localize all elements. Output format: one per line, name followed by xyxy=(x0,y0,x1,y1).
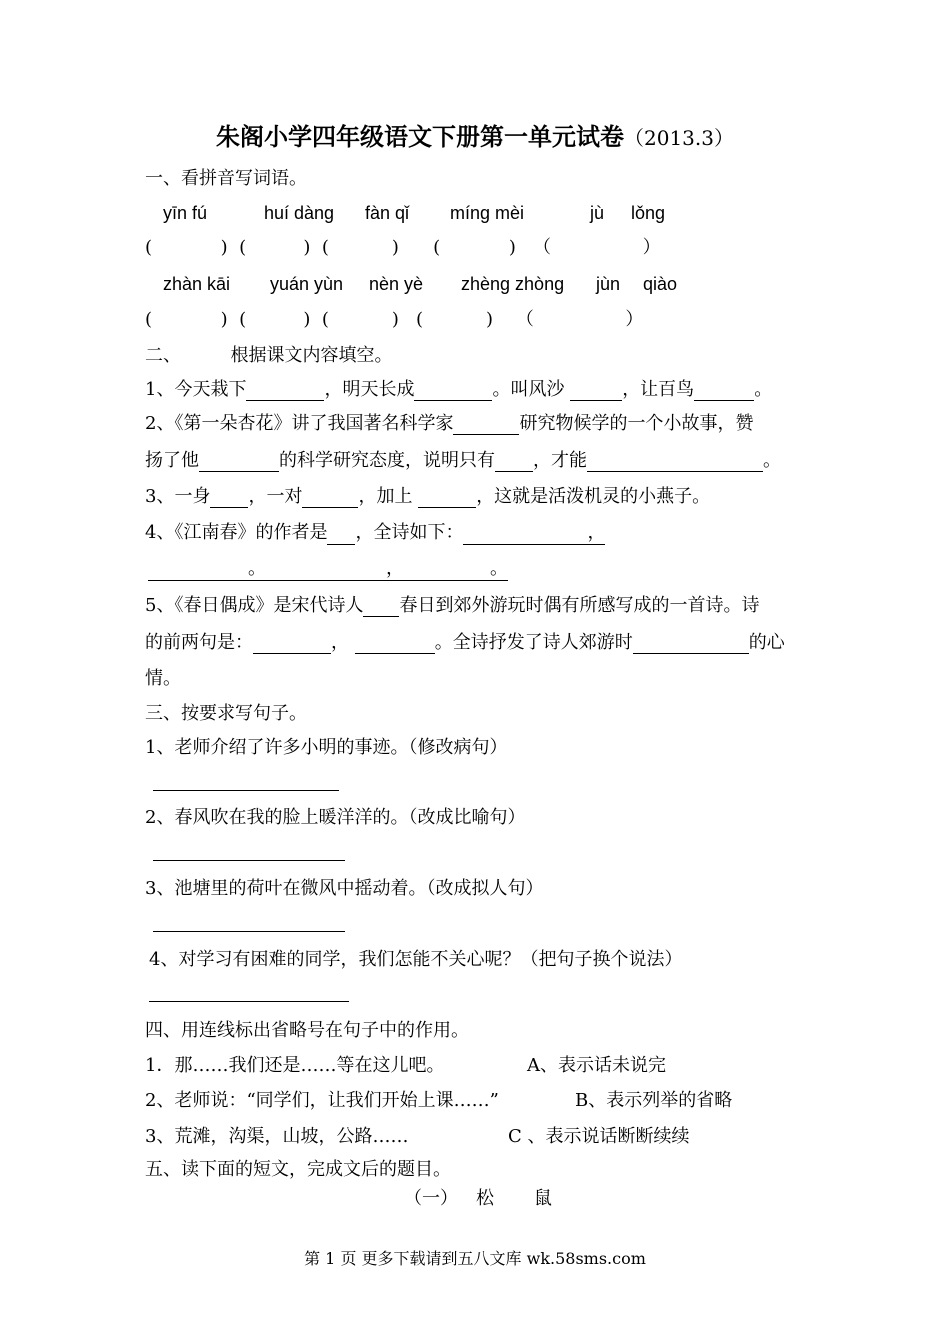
q-text: 。 xyxy=(754,379,773,400)
pinyin-item: lǒng xyxy=(631,203,666,223)
question-2-5-end: 情。 xyxy=(145,668,181,689)
q-text: 的科学研究态度，说明只有 xyxy=(279,450,495,471)
q-text: 2、《第一朵杏花》讲了我国著名科学家 xyxy=(145,413,454,434)
fill-blank[interactable] xyxy=(633,635,749,654)
q-text: 3、一身 xyxy=(145,486,211,507)
answer-paren[interactable]: ( ) ( ) ( ) ( ) （ ） xyxy=(145,237,661,258)
question-2-3 xyxy=(145,486,710,508)
q-text: ， xyxy=(386,558,404,579)
question-2-4 xyxy=(145,522,605,545)
passage-title-char: 松 xyxy=(476,1188,494,1209)
answer-line[interactable] xyxy=(153,860,345,861)
pinyin-item: jùn xyxy=(596,274,621,294)
fill-blank[interactable] xyxy=(327,526,355,545)
question-2-1 xyxy=(145,379,772,401)
match-right-item[interactable]: C 、表示说话断断续续 xyxy=(508,1126,690,1147)
section-3-heading: 三、按要求写句子。 xyxy=(145,703,307,724)
fill-blank[interactable] xyxy=(453,416,519,435)
q-text: 。 xyxy=(248,558,266,579)
passage-title-char: 鼠 xyxy=(534,1188,552,1209)
question-2-2-cont xyxy=(145,450,781,472)
fill-blank[interactable] xyxy=(414,382,492,401)
fill-blank[interactable] xyxy=(495,453,533,472)
section-4-heading: 四、用连线标出省略号在句子中的作用。 xyxy=(145,1020,469,1041)
answer-paren[interactable]: ( ) ( ) ( ) ( ) （ ） xyxy=(145,309,644,330)
q-text: 。叫风沙 xyxy=(492,379,565,400)
q-text: ，让百鸟 xyxy=(622,379,695,400)
question-2-5-cont xyxy=(145,632,785,654)
q-text: 5、《春日偶成》是宋代诗人 xyxy=(145,595,364,616)
q-text: 的心 xyxy=(748,632,785,653)
q-text: 春日到郊外游玩时偶有所感写成的一首诗。诗 xyxy=(399,595,760,616)
q-text: 。全诗抒发了诗人郊游时 xyxy=(434,632,633,653)
q-text: ，才能 xyxy=(533,450,587,471)
q-text: 的前两句是： xyxy=(145,632,253,653)
fill-blank[interactable] xyxy=(587,453,763,472)
question-3-2: 2、春风吹在我的脸上暖洋洋的。（改成比喻句） xyxy=(145,807,526,828)
fill-blank[interactable] xyxy=(570,382,622,401)
q-text: ， xyxy=(587,522,606,543)
fill-blank[interactable] xyxy=(246,382,324,401)
pinyin-item: zhèng zhòng xyxy=(461,274,565,294)
match-left-item[interactable]: 2、老师说：“同学们，让我们开始上课……” xyxy=(145,1090,499,1111)
match-left-item[interactable]: 3、荒滩，沟渠，山坡，公路…… xyxy=(145,1126,409,1147)
section-2-title: 根据课文内容填空。 xyxy=(230,345,393,366)
match-right-item[interactable]: A、表示话未说完 xyxy=(527,1055,666,1076)
q-text: ，明天长成 xyxy=(324,379,415,400)
pinyin-item: nèn yè xyxy=(369,274,424,294)
match-right-item[interactable]: B、表示列举的省略 xyxy=(575,1090,733,1111)
fill-blank[interactable] xyxy=(199,453,279,472)
pinyin-item: yuán yùn xyxy=(270,274,344,294)
q-text: ， xyxy=(331,632,349,653)
fill-blank[interactable] xyxy=(355,635,435,654)
q-text: 。 xyxy=(763,450,781,471)
q-text: 研究物候学的一个小故事，赞 xyxy=(519,413,754,434)
q-text: ，一对 xyxy=(248,486,303,507)
pinyin-item: jù xyxy=(590,203,605,223)
pinyin-item: huí dàng xyxy=(264,203,335,223)
pinyin-item: míng mèi xyxy=(450,203,525,223)
fill-blank[interactable] xyxy=(363,598,399,617)
question-2-2 xyxy=(145,413,753,435)
section-2-number: 二、 xyxy=(145,345,181,366)
q-text: 扬了他 xyxy=(145,450,199,471)
q-text: ，这就是活泼机灵的小燕子。 xyxy=(476,486,711,507)
question-3-1: 1、老师介绍了许多小明的事迹。（修改病句） xyxy=(145,737,508,758)
pinyin-item: zhàn kāi xyxy=(163,274,231,294)
exam-date: （2013.3） xyxy=(624,126,734,150)
section-1-heading: 一、看拼音写词语。 xyxy=(145,168,307,189)
answer-line[interactable] xyxy=(153,790,339,791)
fill-blank[interactable] xyxy=(463,526,587,545)
page-footer: 第 1 页 更多下载请到五八文库 wk.58sms.com xyxy=(304,1249,646,1268)
question-2-4-poem xyxy=(148,558,508,581)
fill-blank[interactable] xyxy=(418,489,476,508)
fill-blank[interactable] xyxy=(694,382,754,401)
q-text: 4、《江南春》的作者是 xyxy=(145,522,328,543)
pinyin-item: fàn qǐ xyxy=(365,203,410,223)
question-3-3: 3、池塘里的荷叶在微风中摇动着。（改成拟人句） xyxy=(145,878,544,899)
exam-title-text: 朱阁小学四年级语文下册第一单元试卷 xyxy=(216,122,624,151)
q-text: ，加上 xyxy=(358,486,413,507)
section-2-heading xyxy=(145,345,392,367)
question-2-5 xyxy=(145,595,759,617)
match-left-item[interactable]: 1．那……我们还是……等在这儿吧。 xyxy=(145,1055,445,1076)
fill-blank[interactable] xyxy=(404,562,490,581)
pinyin-item: yīn fú xyxy=(163,203,208,223)
fill-blank[interactable] xyxy=(210,489,248,508)
section-5-heading: 五、读下面的短文，完成文后的题目。 xyxy=(145,1159,451,1180)
answer-line[interactable] xyxy=(153,931,345,932)
question-3-4: 4、对学习有困难的同学，我们怎能不关心呢？（把句子换个说法） xyxy=(149,949,683,970)
exam-title xyxy=(0,122,950,153)
fill-blank[interactable] xyxy=(302,489,358,508)
q-text: 。 xyxy=(490,558,508,579)
pinyin-item: qiào xyxy=(643,274,678,294)
fill-blank[interactable] xyxy=(253,635,331,654)
fill-blank[interactable] xyxy=(148,562,248,581)
q-text: 1、今天栽下 xyxy=(145,379,247,400)
q-text: ，全诗如下： xyxy=(355,522,464,543)
answer-line[interactable] xyxy=(149,1001,349,1002)
fill-blank[interactable] xyxy=(266,562,386,581)
passage-number: （一） xyxy=(404,1188,458,1209)
